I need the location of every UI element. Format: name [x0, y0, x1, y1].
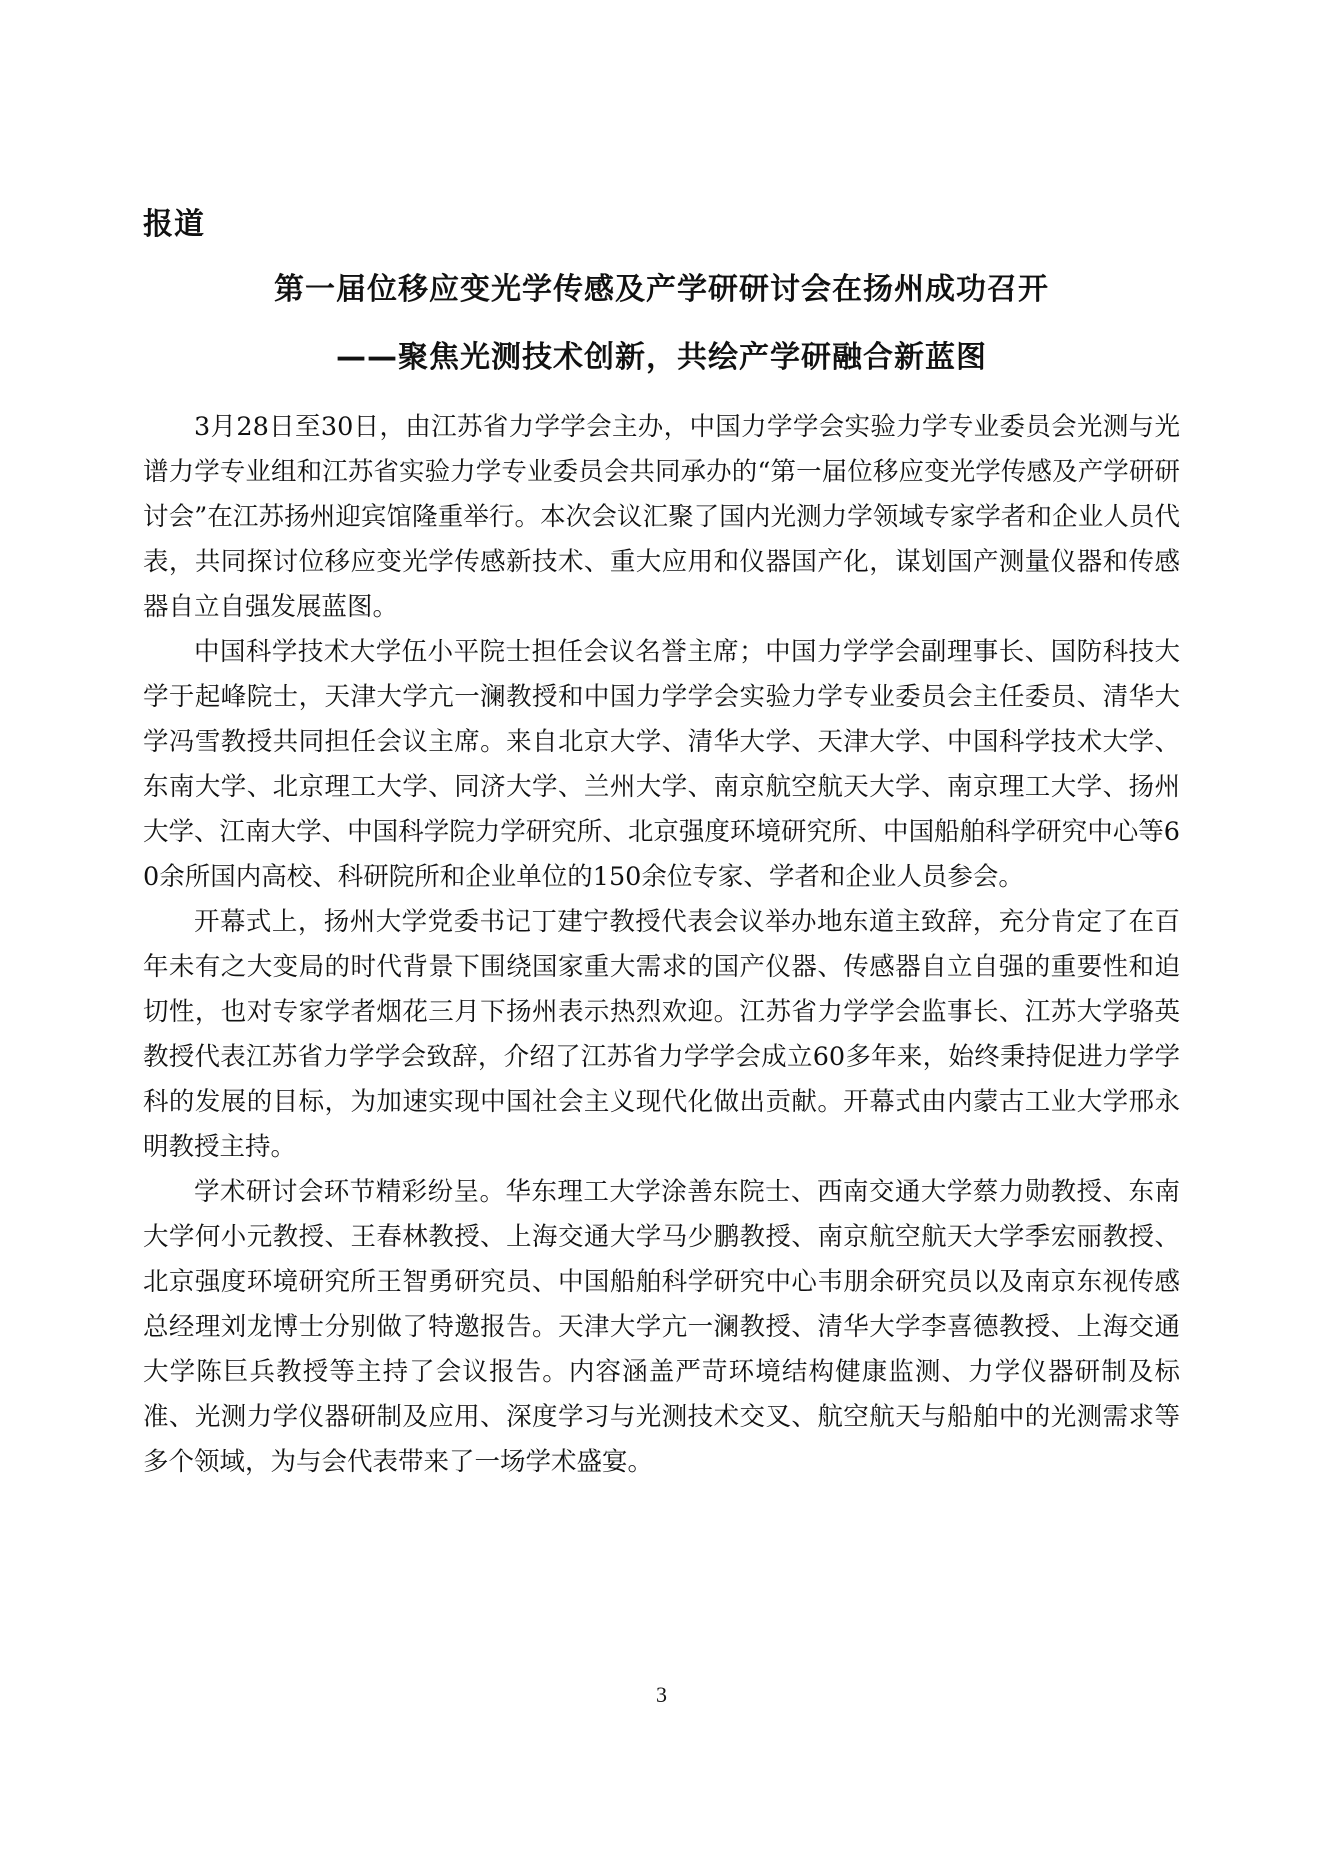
article-body [143, 405, 1180, 1485]
section-label: 报道 [143, 207, 205, 242]
article-title: 第一届位移应变光学传感及产学研研讨会在扬州成功召开 [274, 272, 1049, 307]
paragraph-2: 中国科学技术大学伍小平院士担任会议名誉主席；中国力学学会副理事长、国防科技大学于起峰院士，天津大学亢一澜教授和中国力学学会实验力学专业委员会主任委员、清华大学冯雪教授共同担任会议主席。来自北京大学、清华大学、天津大学、中国科学技术大学、东南大学、北京理工大学、同济大学、兰州大学、南京航空航天大学、南京理工大学、扬州大学、江南大学、中国科学院力学研究所、北京强度环境研究所、中国船舶科学研究中心等60余所国内高校、科研院所和企业单位的150余位专家、学者和企业人员参会。 [143, 637, 1180, 892]
page-number: 3 [656, 1682, 667, 1707]
article-subtitle: ——聚焦光测技术创新，共绘产学研融合新蓝图 [336, 340, 987, 375]
paragraph-4: 学术研讨会环节精彩纷呈。华东理工大学涂善东院士、西南交通大学蔡力勋教授、东南大学何小元教授、王春林教授、上海交通大学马少鹏教授、南京航空航天大学季宏丽教授、北京强度环境研究所王智勇研究员、中国船舶科学研究中心韦朋余研究员以及南京东视传感总经理刘龙博士分别做了特邀报告。天津大学亢一澜教授、清华大学李喜德教授、上海交通大学陈巨兵教授等主持了会议报告。内容涵盖严苛环境结构健康监测、力学仪器研制及标准、光测力学仪器研制及应用、深度学习与光测技术交叉、航空航天与船舶中的光测需求等多个领域，为与会代表带来了一场学术盛宴。 [143, 1177, 1180, 1477]
paragraph-3: 开幕式上，扬州大学党委书记丁建宁教授代表会议举办地东道主致辞，充分肯定了在百年未有之大变局的时代背景下围绕国家重大需求的国产仪器、传感器自立自强的重要性和迫切性，也对专家学者烟花三月下扬州表示热烈欢迎。江苏省力学学会监事长、江苏大学骆英教授代表江苏省力学学会致辞，介绍了江苏省力学学会成立60多年来，始终秉持促进力学学科的发展的目标，为加速实现中国社会主义现代化做出贡献。开幕式由内蒙古工业大学邢永明教授主持。 [143, 907, 1180, 1162]
paragraph-1: 3月28日至30日，由江苏省力学学会主办，中国力学学会实验力学专业委员会光测与光谱力学专业组和江苏省实验力学专业委员会共同承办的“第一届位移应变光学传感及产学研研讨会”在江苏扬州迎宾馆隆重举行。本次会议汇聚了国内光测力学领域专家学者和企业人员代表，共同探讨位移应变光学传感新技术、重大应用和仪器国产化，谋划国产测量仪器和传感器自立自强发展蓝图。 [143, 412, 1180, 622]
